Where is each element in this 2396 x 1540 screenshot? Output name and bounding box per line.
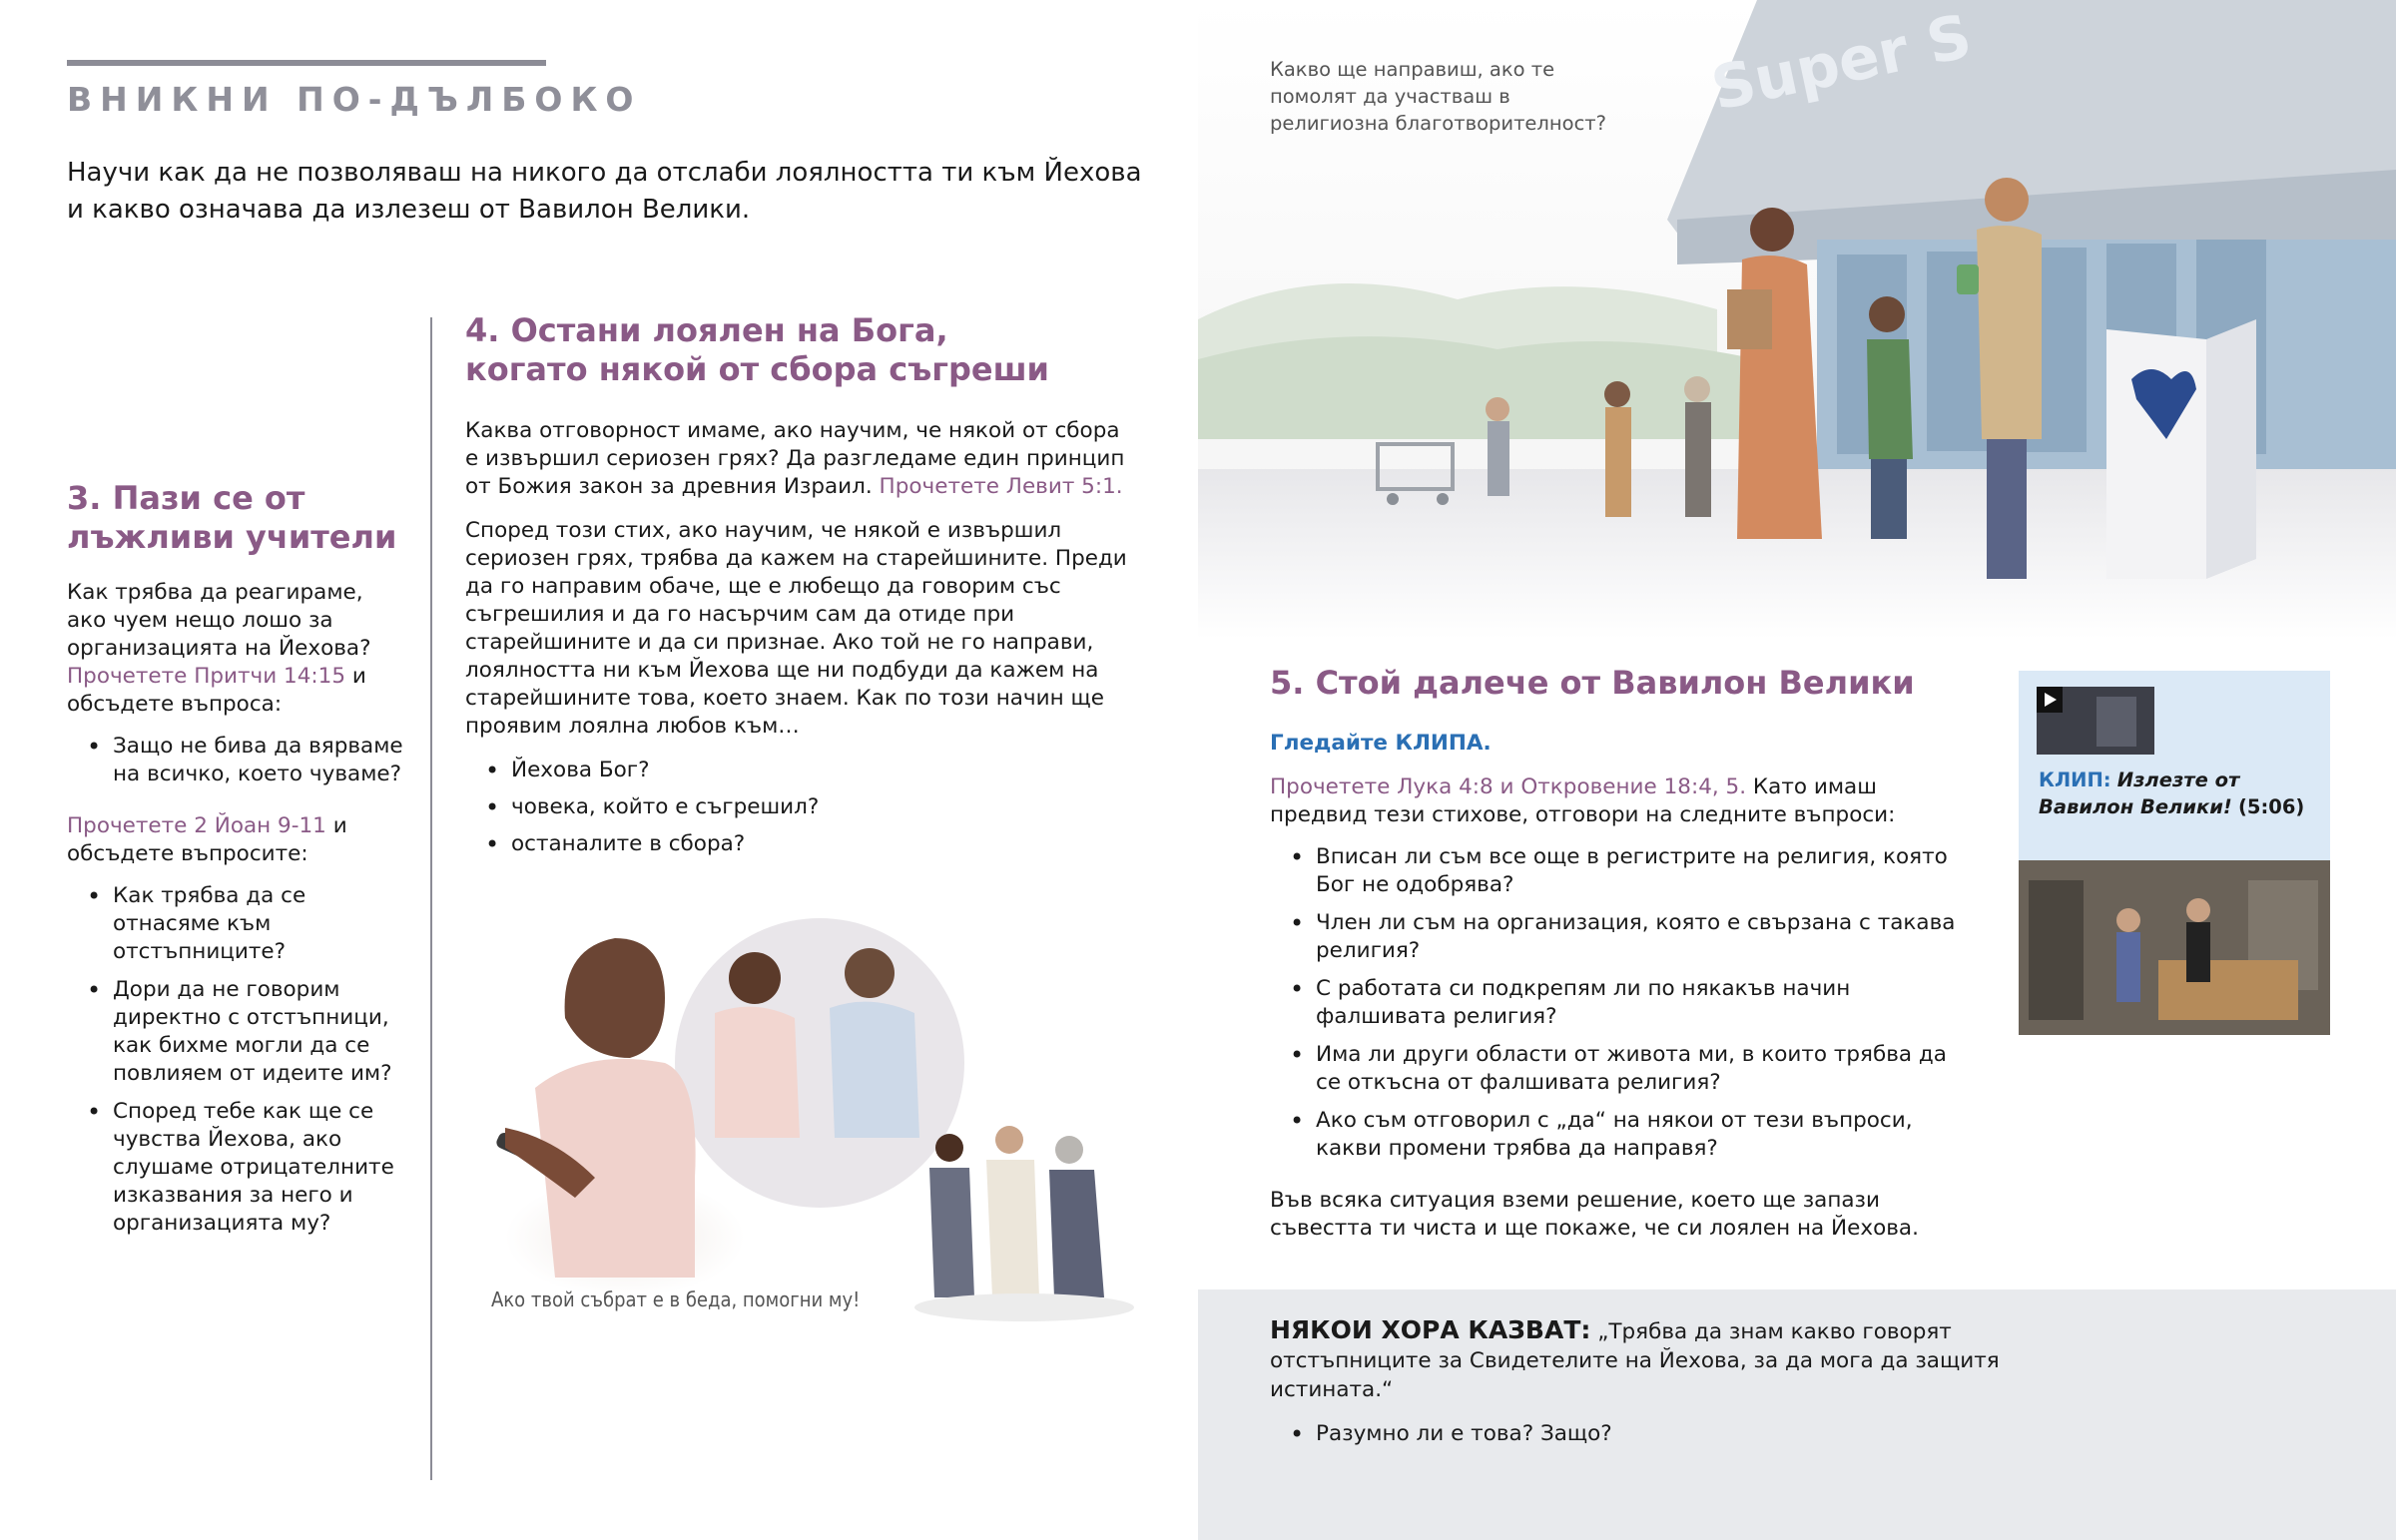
illustration-caption: Ако твой събрат е в беда, помогни му! xyxy=(491,1287,861,1311)
section-4 xyxy=(465,311,1134,867)
section-5-paragraph-2: Във всяка ситуация вземи решение, което ще запази съвестта ти чиста и ще покаже, че си лоялен на Йехова. xyxy=(1270,1188,1919,1241)
section-4-title xyxy=(465,311,1134,389)
section-3 xyxy=(67,479,406,1262)
scripture-link-proverbs[interactable]: Прочетете Притчи 14:15 xyxy=(67,664,346,689)
section-4-title-line1: 4. Остани лоялен на Бога, xyxy=(465,311,948,349)
section-4-questions xyxy=(465,757,1134,858)
paragraph-tail: и обсъдете въпросите: xyxy=(67,813,347,866)
header-rule xyxy=(67,60,546,66)
list-item: • Защо не бива да вярваме на всичко, което чуваме? xyxy=(67,733,406,788)
list-item: • Разумно ли е това? Защо? xyxy=(1270,1420,2069,1448)
quote-text: „Трябва да знам какво говорят отстъпниците за Свидетелите на Йехова, за да мога да защитя истината.“ xyxy=(1270,1319,2000,1402)
section-3-title xyxy=(67,479,406,557)
scripture-link-luke-revelation[interactable]: Прочетете Лука 4:8 и Откровение 18:4, 5. xyxy=(1270,774,1747,799)
list-item: • останалите в сбора? xyxy=(465,830,1134,858)
section-5-questions xyxy=(1270,843,1969,1163)
section-5 xyxy=(1270,664,1969,1257)
video-title[interactable]: Излезте от Вавилон Велики! xyxy=(2039,769,2240,818)
scripture-link-2-john[interactable]: Прочетете 2 Йоан 9-11 xyxy=(67,813,326,838)
list-item: • С работата си подкрепям ли по някакъв начин фалшивата религия? xyxy=(1270,975,1969,1031)
section-4-paragraph-1 xyxy=(465,417,1134,501)
list-item: • Ако съм отговорил с „да“ на някои от тези въпроси, какви промени трябва да направя? xyxy=(1270,1107,1969,1163)
list-item: • Дори да не говорим директно с отстъпници, как бихме могли да се повлияем от идеите им? xyxy=(67,976,406,1088)
section-4-title-line2: когато някой от сбора съгреши xyxy=(465,350,1049,388)
column-divider xyxy=(430,317,432,1480)
section-4-paragraph-2: Според този стих, ако научим, че някой е извършил сериозен грях, трябва да кажем на старейшините. Преди да го направим обаче, ще е любещо да говорим със съгрешилия и да го насърчим сам да отиде при старейшините и да си признае. Ако той не го направи, лоялността ни към Йехова ще ни подбуди да кажем на старейшините това, което знаем. Как по този начин ще проявим лоялна любов към… xyxy=(465,518,1127,739)
section-5-title: 5. Стой далече от Вавилон Велики xyxy=(1270,664,1915,702)
some-people-say-label: НЯКОИ ХОРА КАЗВАТ: xyxy=(1270,1315,1591,1344)
section-kicker: ВНИКНИ ПО-ДЪЛБОКО xyxy=(67,80,642,119)
some-people-say xyxy=(1270,1315,2069,1448)
section-3-paragraph-1 xyxy=(67,579,406,719)
elders-group xyxy=(914,1126,1134,1321)
store-sign: Super S xyxy=(1705,1,1978,125)
video-thumbnail-small[interactable] xyxy=(2037,687,2154,755)
video-label-prefix: КЛИП: xyxy=(2039,769,2111,791)
intro-text: Научи как да не позволяваш на никого да отслаби лоялността ти към Йехова и какво означава да излезеш от Вавилон Велики. xyxy=(67,158,1142,225)
section-5-paragraph-1 xyxy=(1270,773,1969,829)
paragraph-text: Каква отговорност имаме, ако научим, че някой от сбора е извършил сериозен грях? Да разгледаме един принцип от Божия закон за древния Израил. xyxy=(465,418,1125,499)
some-people-say-question xyxy=(1270,1420,2069,1448)
video-still-image xyxy=(2019,860,2330,1035)
donation-box xyxy=(2106,319,2256,579)
section-3-questions-2 xyxy=(67,882,406,1238)
section-3-paragraph-2 xyxy=(67,812,406,868)
list-item: • Според тебе как ще се чувства Йехова, ако слушаме отрицателните изказвания за него и организацията му? xyxy=(67,1098,406,1238)
video-label xyxy=(2039,767,2318,820)
section-3-title-line1: 3. Пази се от xyxy=(67,479,305,517)
list-item: • Има ли други области от живота ми, в които трябва да се откъсна от фалшивата религия? xyxy=(1270,1041,1969,1097)
some-people-say-quote xyxy=(1270,1315,2069,1404)
list-item: • човека, който е съгрешил? xyxy=(465,793,1134,821)
scripture-link-leviticus[interactable]: Прочетете Левит 5:1. xyxy=(879,474,1123,499)
paragraph-text: Как трябва да реагираме, ако чуем нещо лошо за организацията на Йехова? xyxy=(67,580,371,661)
section-3-questions-1 xyxy=(67,733,406,788)
list-item: • Как трябва да се отнасяме към отстъпниците? xyxy=(67,882,406,966)
video-duration: (5:06) xyxy=(2238,795,2305,818)
list-item: • Член ли съм на организация, която е свързана с такава религия? xyxy=(1270,909,1969,965)
list-item: • Вписан ли съм все още в регистрите на религия, която Бог не одобрява? xyxy=(1270,843,1969,899)
list-item: • Йехова Бог? xyxy=(465,757,1134,784)
hero-caption: Какво ще направиш, ако те помолят да участваш в религиозна благотворителност? xyxy=(1270,58,1607,135)
watch-video-link[interactable]: Гледайте КЛИПА. xyxy=(1270,731,1492,756)
section-3-title-line2: лъжливи учители xyxy=(67,518,397,556)
paragraph-tail: Като имаш предвид тези стихове, отговори на следните въпроси: xyxy=(1270,774,1896,827)
paragraph-tail: и обсъдете въпроса: xyxy=(67,664,366,717)
